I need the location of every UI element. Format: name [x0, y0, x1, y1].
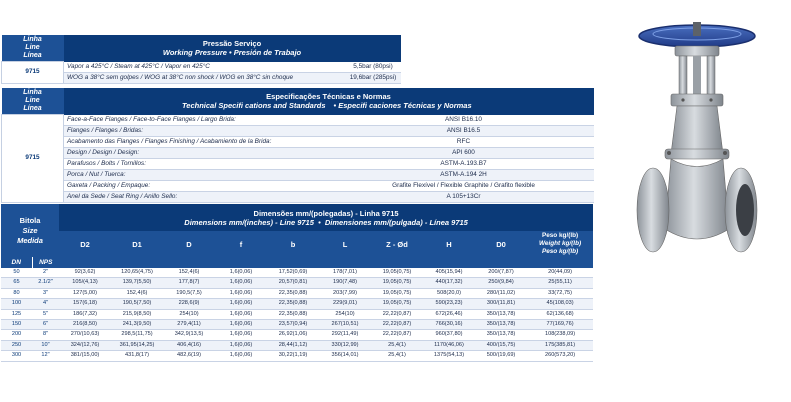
table-cell: 300	[1, 351, 32, 361]
dimensions-title: Dimensões mm/(polegadas) - Linha 9715 Dimensions mm/(inches) - Line 9715 • Dimensiones mm/(pulgada) - Línea 9715	[59, 204, 593, 231]
table-cell: 406,4(16)	[163, 340, 215, 350]
spec-row-desc: Acabamento das Flanges / Flanges Finishing / Acabamiento de la Brida:	[64, 136, 334, 147]
table-cell: 508(20,0)	[423, 288, 475, 298]
table-cell: 280/(11,02)	[475, 288, 527, 298]
table-cell: 100	[1, 299, 32, 309]
table-cell: 229(9,01)	[319, 299, 371, 309]
table-cell: 342,9(13,5)	[163, 330, 215, 340]
table-cell: 12"	[32, 351, 59, 361]
pressure-title: Pressão Serviço Working Pressure • Presión de Trabajo	[64, 35, 401, 62]
table-cell: 241,3(9,50)	[111, 320, 163, 330]
table-cell: 190(7,48)	[319, 278, 371, 288]
spec-row-value: RFC	[334, 136, 594, 147]
table-cell: 1,6(0,06)	[215, 340, 267, 350]
spec-row-desc: Parafusos / Bolts / Tornillos:	[64, 158, 334, 169]
column-header: D2	[59, 231, 111, 257]
spec-row-value: ASTM-A.194 2H	[334, 169, 594, 180]
spec-row-desc: Face-a-Face Flanges / Face-to-Face Flanges / Largo Brida:	[64, 115, 334, 126]
spec-row-value: ANSI B16.10	[334, 115, 594, 126]
table-cell: 440(17,32)	[423, 278, 475, 288]
spec-row-value: Grafite Flexível / Flexible Graphite / Grafito flexible	[334, 180, 594, 191]
dn-header: DN	[1, 257, 32, 268]
size-label: Bitola Size Medida	[1, 204, 59, 257]
table-cell: 1,6(0,06)	[215, 268, 267, 278]
table-cell: 260(573,20)	[527, 351, 593, 361]
table-cell: 20(44,09)	[527, 268, 593, 278]
table-cell: 50	[1, 268, 32, 278]
table-cell: 200	[1, 330, 32, 340]
column-header: D0	[475, 231, 527, 257]
table-cell: 108(238,09)	[527, 330, 593, 340]
table-cell: 10"	[32, 340, 59, 350]
table-cell: 157(6,18)	[59, 299, 111, 309]
nps-header: NPS	[32, 257, 59, 268]
table-cell: 80	[1, 288, 32, 298]
table-cell: 200/(7,87)	[475, 268, 527, 278]
table-cell: 361,95(14,25)	[111, 340, 163, 350]
table-cell: 25,4(1)	[371, 340, 423, 350]
table-cell: 1,6(0,06)	[215, 288, 267, 298]
table-cell: 33(72,75)	[527, 288, 593, 298]
table-cell: 65	[1, 278, 32, 288]
table-cell: 960(37,80)	[423, 330, 475, 340]
table-cell: 25,4(1)	[371, 351, 423, 361]
table-cell: 19,05(0,75)	[371, 299, 423, 309]
table-cell: 19,05(0,75)	[371, 268, 423, 278]
table-cell: 190,5(7,5)	[163, 288, 215, 298]
table-cell: 250	[1, 340, 32, 350]
table-cell: 1,6(0,06)	[215, 320, 267, 330]
table-cell: 177,8(7)	[163, 278, 215, 288]
table-cell: 186(7,32)	[59, 309, 111, 319]
table-cell: 23,57(0,94)	[267, 320, 319, 330]
table-cell: 1,6(0,06)	[215, 278, 267, 288]
pressure-row-value: 5,5bar (80psi)	[346, 62, 401, 73]
table-cell: 330(12,99)	[319, 340, 371, 350]
table-cell: 22,35(0,88)	[267, 299, 319, 309]
pressure-row-desc: WOG a 38°C sem golpes / WOG at 38°C non shock / WOG en 38°C sin choque	[64, 72, 346, 83]
table-cell: 215,9(8,50)	[111, 309, 163, 319]
specs-title: Especificações Técnicas e Normas Technical Specifi cations and Standards • Especifi caciones Técnicas y Normas	[64, 88, 594, 115]
table-row	[1, 288, 593, 298]
dimensions-block	[1, 204, 593, 362]
header-spacer	[59, 257, 593, 268]
table-cell: 267(10,51)	[319, 320, 371, 330]
table-cell: 292(11,49)	[319, 330, 371, 340]
table-cell: 300/(11,81)	[475, 299, 527, 309]
table-cell: 92(3,62)	[59, 268, 111, 278]
table-row	[1, 268, 593, 278]
table-cell: 1375(54,13)	[423, 351, 475, 361]
table-cell: 178(7,01)	[319, 268, 371, 278]
table-cell: 1,6(0,06)	[215, 309, 267, 319]
table-cell: 279,4(11)	[163, 320, 215, 330]
spec-row-desc: Design / Design / Design:	[64, 147, 334, 158]
line-label: Linha Line Línea	[2, 88, 64, 115]
column-header: Z - Ød	[371, 231, 423, 257]
table-cell: 270/(10,63)	[59, 330, 111, 340]
table-cell: 125	[1, 309, 32, 319]
gate-valve-icon	[605, 14, 785, 264]
table-cell: 500/(19,69)	[475, 351, 527, 361]
model-label: 9715	[2, 115, 64, 203]
table-cell: 152,4(6)	[111, 288, 163, 298]
table-cell: 203(7,99)	[319, 288, 371, 298]
column-header: D1	[111, 231, 163, 257]
table-cell: 20,57(0,81)	[267, 278, 319, 288]
table-cell: 250/(9,84)	[475, 278, 527, 288]
column-header: H	[423, 231, 475, 257]
spec-row-desc: Porca / Nut / Tuerca:	[64, 169, 334, 180]
table-cell: 381/(15,00)	[59, 351, 111, 361]
table-cell: 324/(12,76)	[59, 340, 111, 350]
table-cell: 298,5(11,75)	[111, 330, 163, 340]
spec-row-value: API 600	[334, 147, 594, 158]
spec-row-value: ANSI B16.5	[334, 125, 594, 136]
table-cell: 1,6(0,06)	[215, 299, 267, 309]
spec-row-desc: Flanges / Flanges / Bridas:	[64, 125, 334, 136]
table-cell: 228,6(9)	[163, 299, 215, 309]
table-cell: 482,6(19)	[163, 351, 215, 361]
table-cell: 350/(13,78)	[475, 320, 527, 330]
table-cell: 5"	[32, 309, 59, 319]
table-cell: 254(10)	[319, 309, 371, 319]
spec-row-value: ASTM-A.193.B7	[334, 158, 594, 169]
table-cell: 152,4(6)	[163, 268, 215, 278]
table-cell: 1,6(0,06)	[215, 330, 267, 340]
table-cell: 105/(4,13)	[59, 278, 111, 288]
table-cell: 4"	[32, 299, 59, 309]
spec-row-desc: Gaxeta / Packing / Empaque:	[64, 180, 334, 191]
table-cell: 19,05(0,75)	[371, 288, 423, 298]
table-cell: 22,35(0,88)	[267, 288, 319, 298]
table-cell: 672(26,46)	[423, 309, 475, 319]
table-cell: 2"	[32, 268, 59, 278]
pressure-row-desc: Vapor a 425°C / Steam at 425°C / Vapor en 425°C	[64, 62, 346, 73]
table-row	[1, 330, 593, 340]
table-cell: 19,05(0,75)	[371, 278, 423, 288]
table-cell: 139,7(5,50)	[111, 278, 163, 288]
table-cell: 127(5,00)	[59, 288, 111, 298]
table-cell: 150	[1, 320, 32, 330]
table-cell: 431,8(17)	[111, 351, 163, 361]
column-header: L	[319, 231, 371, 257]
line-label: Linha Line Línea	[2, 35, 64, 62]
table-cell: 6"	[32, 320, 59, 330]
table-cell: 25(55,11)	[527, 278, 593, 288]
table-row	[1, 278, 593, 288]
table-row	[1, 351, 593, 361]
table-cell: 350/(13,78)	[475, 309, 527, 319]
table-cell: 22,22(0,87)	[371, 330, 423, 340]
table-cell: 254(10)	[163, 309, 215, 319]
table-cell: 590(23,23)	[423, 299, 475, 309]
table-cell: 3"	[32, 288, 59, 298]
pressure-block	[1, 35, 401, 84]
table-cell: 1,6(0,06)	[215, 351, 267, 361]
table-cell: 8"	[32, 330, 59, 340]
table-cell: 17,52(0,69)	[267, 268, 319, 278]
weight-header: Peso kg/(lb) Weight kg/(lb) Peso kg/(lb)	[527, 231, 593, 257]
model-label: 9715	[2, 62, 64, 84]
table-cell: 190,5(7,50)	[111, 299, 163, 309]
pressure-row-value: 19,6bar (285psi)	[346, 72, 401, 83]
table-row	[1, 309, 593, 319]
table-cell: 22,22(0,87)	[371, 320, 423, 330]
table-cell: 405(15,94)	[423, 268, 475, 278]
table-cell: 1170(46,06)	[423, 340, 475, 350]
table-cell: 26,92(1,06)	[267, 330, 319, 340]
specs-block	[1, 88, 594, 203]
table-cell: 400/(15,75)	[475, 340, 527, 350]
table-cell: 62(136,68)	[527, 309, 593, 319]
table-cell: 120,65(4,75)	[111, 268, 163, 278]
table-cell: 28,44(1,12)	[267, 340, 319, 350]
table-row	[1, 320, 593, 330]
table-cell: 350/(13,78)	[475, 330, 527, 340]
table-row	[1, 299, 593, 309]
table-cell: 77(169,76)	[527, 320, 593, 330]
table-row	[1, 340, 593, 350]
table-cell: 216(8,50)	[59, 320, 111, 330]
table-cell: 2.1/2"	[32, 278, 59, 288]
table-cell: 30,22(1,19)	[267, 351, 319, 361]
spec-row-value: A 105+13Cr	[334, 191, 594, 202]
table-cell: 45(108,03)	[527, 299, 593, 309]
table-cell: 356(14,01)	[319, 351, 371, 361]
table-cell: 22,22(0,87)	[371, 309, 423, 319]
spec-row-desc: Anel da Sede / Seat Ring / Anillo Sello:	[64, 191, 334, 202]
column-header: D	[163, 231, 215, 257]
table-cell: 22,35(0,88)	[267, 309, 319, 319]
table-cell: 766(30,16)	[423, 320, 475, 330]
column-header: b	[267, 231, 319, 257]
column-header: f	[215, 231, 267, 257]
table-cell: 175(385,81)	[527, 340, 593, 350]
